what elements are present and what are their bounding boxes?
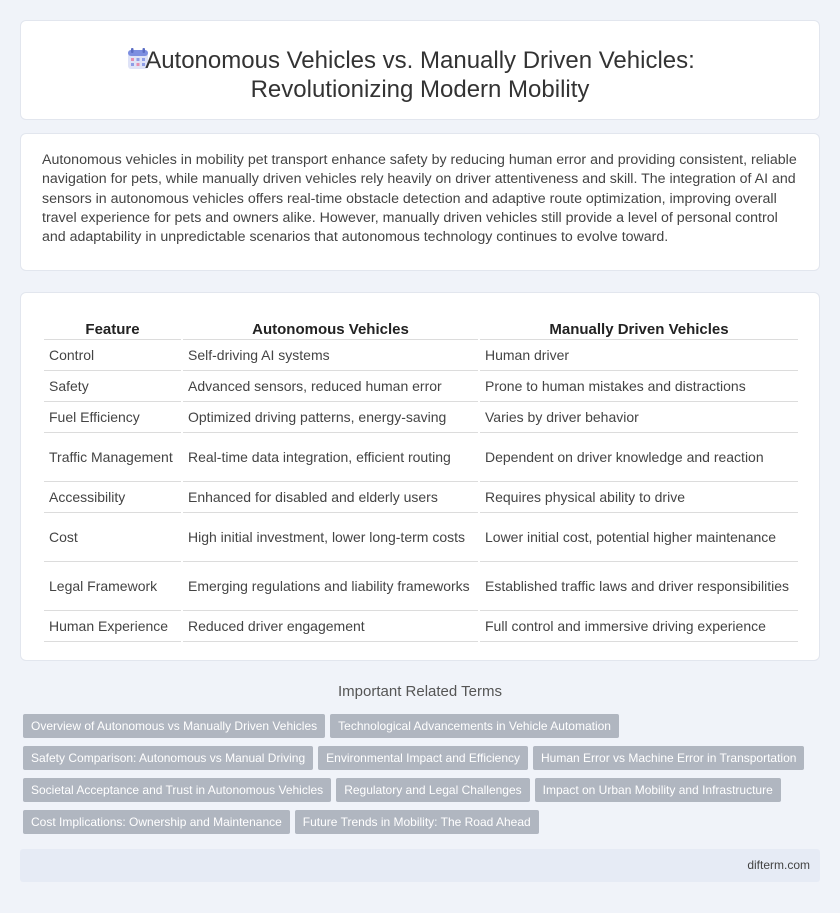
related-term-link[interactable]: Societal Acceptance and Trust in Autonomous Vehicles [23,778,331,802]
autonomous-cell: Enhanced for disabled and elderly users [183,482,478,513]
related-term-link[interactable]: Regulatory and Legal Challenges [336,778,529,802]
table-row [44,371,798,402]
manual-cell: Requires physical ability to drive [480,482,798,513]
related-term-link[interactable]: Future Trends in Mobility: The Road Ahead [295,810,539,834]
title-card [20,20,820,120]
autonomous-cell: Advanced sensors, reduced human error [183,371,478,402]
table-row [44,340,798,371]
header-manual: Manually Driven Vehicles [480,313,798,340]
header-autonomous: Autonomous Vehicles [183,313,478,340]
page-title [21,46,819,104]
page-title-line-1: Autonomous Vehicles vs. Manually Driven Vehicles: [145,47,695,74]
table-row [44,482,798,513]
manual-cell: Varies by driver behavior [480,402,798,433]
autonomous-cell: High initial investment, lower long-term costs [183,513,478,562]
manual-cell: Dependent on driver knowledge and reaction [480,433,798,482]
footer [20,849,820,882]
related-term-link[interactable]: Safety Comparison: Autonomous vs Manual Driving [23,746,313,770]
feature-cell: Safety [44,371,181,402]
feature-cell: Traffic Management [44,433,181,482]
feature-cell: Fuel Efficiency [44,402,181,433]
related-term-link[interactable]: Cost Implications: Ownership and Maintenance [23,810,290,834]
intro-card [20,133,820,271]
table-row [44,433,798,482]
table-row [44,402,798,433]
autonomous-cell: Self-driving AI systems [183,340,478,371]
table-row [44,562,798,611]
comparison-card [20,292,820,661]
feature-cell: Human Experience [44,611,181,642]
manual-cell: Lower initial cost, potential higher maintenance [480,513,798,562]
table-row [44,611,798,642]
manual-cell: Established traffic laws and driver responsibilities [480,562,798,611]
page-title-line-2: Revolutionizing Modern Mobility [250,76,590,103]
related-term-link[interactable]: Environmental Impact and Efficiency [318,746,528,770]
related-term-link[interactable]: Human Error vs Machine Error in Transportation [533,746,804,770]
site-name[interactable]: difterm.com [747,858,810,872]
table-header-row [44,313,798,340]
related-term-link[interactable]: Impact on Urban Mobility and Infrastructure [535,778,781,802]
autonomous-cell: Reduced driver engagement [183,611,478,642]
manual-cell: Prone to human mistakes and distractions [480,371,798,402]
feature-cell: Control [44,340,181,371]
table-row [44,513,798,562]
comparison-table [42,313,800,642]
manual-cell: Human driver [480,340,798,371]
manual-cell: Full control and immersive driving experience [480,611,798,642]
header-feature: Feature [44,313,181,340]
related-terms-list [23,714,823,842]
related-term-link[interactable]: Overview of Autonomous vs Manually Driven Vehicles [23,714,325,738]
feature-cell: Accessibility [44,482,181,513]
intro-paragraph: Autonomous vehicles in mobility pet transport enhance safety by reducing human error and providing consistent, reliable navigation for pets, while manually driven vehicles rely heavily on driver attentiveness and skill. The integration of AI and sensors in autonomous vehicles offers real-time obstacle detection and adaptive route optimization, improving overall travel experience for pets and owners alike. However, manually driven vehicles still provide a level of personal control and adaptability in unpredictable scenarios that autonomous technology continues to evolve toward. [42,152,797,246]
autonomous-cell: Real-time data integration, efficient routing [183,433,478,482]
autonomous-cell: Emerging regulations and liability frameworks [183,562,478,611]
feature-cell: Legal Framework [44,562,181,611]
related-term-link[interactable]: Technological Advancements in Vehicle Automation [330,714,619,738]
related-terms-heading: Important Related Terms [338,683,502,700]
feature-cell: Cost [44,513,181,562]
autonomous-cell: Optimized driving patterns, energy-saving [183,402,478,433]
